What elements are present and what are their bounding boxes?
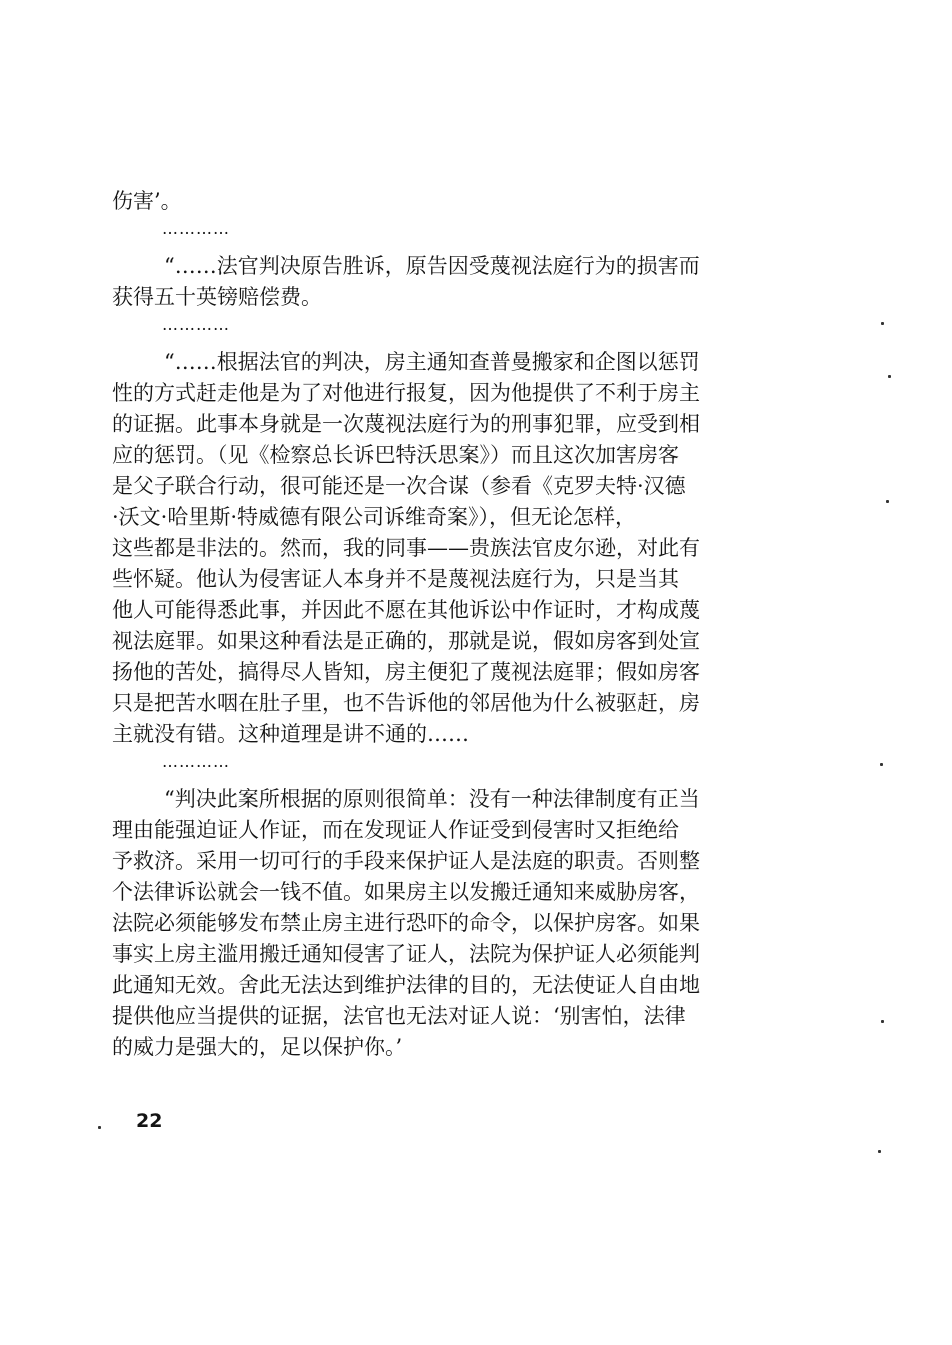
text-line: 只是把苦水咽在肚子里，也不告诉他的邻居他为什么被驱赶，房: [112, 691, 700, 715]
ellipsis-separator: …………: [162, 219, 230, 238]
text-line: ·沃文·哈里斯·特威德有限公司诉维奇案》），但无论怎样，: [112, 505, 637, 529]
text-line: 这些都是非法的。然而，我的同事——贵族法官皮尔逊，对此有: [112, 536, 700, 560]
scan-speck: [878, 1150, 881, 1153]
page-number: 22: [136, 1110, 163, 1132]
text-line: 伤害’。: [112, 189, 182, 213]
text-line: 理由能强迫证人作证，而在发现证人作证受到侵害时又拒绝给: [112, 818, 679, 842]
paragraph-start: “……法官判决原告胜诉，原告因受蔑视法庭行为的损害而: [164, 254, 700, 278]
text-line: 是父子联合行动，很可能还是一次合谋（参看《克罗夫特·汉德: [112, 474, 686, 498]
ellipsis-separator: …………: [162, 315, 230, 334]
ellipsis-separator: …………: [162, 752, 230, 771]
text-line: 予救济。采用一切可行的手段来保护证人是法庭的职责。否则整: [112, 849, 700, 873]
text-line: 他人可能得悉此事，并因此不愿在其他诉讼中作证时，才构成蔑: [112, 598, 700, 622]
scan-speck: [881, 1020, 884, 1023]
scan-speck: [880, 763, 883, 766]
scan-speck: [881, 322, 884, 325]
text-line: 此通知无效。舍此无法达到维护法律的目的，无法使证人自由地: [112, 973, 700, 997]
scan-speck: [98, 1126, 101, 1129]
text-line: 扬他的苦处，搞得尽人皆知，房主便犯了蔑视法庭罪；假如房客: [112, 660, 700, 684]
text-line: 视法庭罪。如果这种看法是正确的，那就是说，假如房客到处宣: [112, 629, 700, 653]
paragraph-start: “判决此案所根据的原则很简单：没有一种法律制度有正当: [164, 787, 700, 811]
text-line: 应的惩罚。（见《检察总长诉巴特沃思案》）而且这次加害房客: [112, 443, 679, 467]
scan-speck: [886, 500, 889, 503]
text-line: 个法律诉讼就会一钱不值。如果房主以发搬迁通知来威胁房客，: [112, 880, 700, 904]
text-line: 提供他应当提供的证据，法官也无法对证人说：‘别害怕，法律: [112, 1004, 686, 1028]
text-line: 的证据。此事本身就是一次蔑视法庭行为的刑事犯罪，应受到相: [112, 412, 700, 436]
text-line: 性的方式赶走他是为了对他进行报复，因为他提供了不利于房主: [112, 381, 700, 405]
text-line: 法院必须能够发布禁止房主进行恐吓的命令，以保护房客。如果: [112, 911, 700, 935]
text-line: 主就没有错。这种道理是讲不通的……: [112, 722, 469, 746]
body-text: [112, 186, 772, 1063]
paragraph-start: “……根据法官的判决，房主通知查普曼搬家和企图以惩罚: [164, 350, 700, 374]
text-line: 事实上房主滥用搬迁通知侵害了证人，法院为保护证人必须能判: [112, 942, 700, 966]
scan-speck: [888, 375, 891, 378]
text-line: 些怀疑。他认为侵害证人本身并不是蔑视法庭行为，只是当其: [112, 567, 679, 591]
text-line: 获得五十英镑赔偿费。: [112, 285, 322, 309]
text-line: 的威力是强大的，足以保护你。’: [112, 1035, 403, 1059]
